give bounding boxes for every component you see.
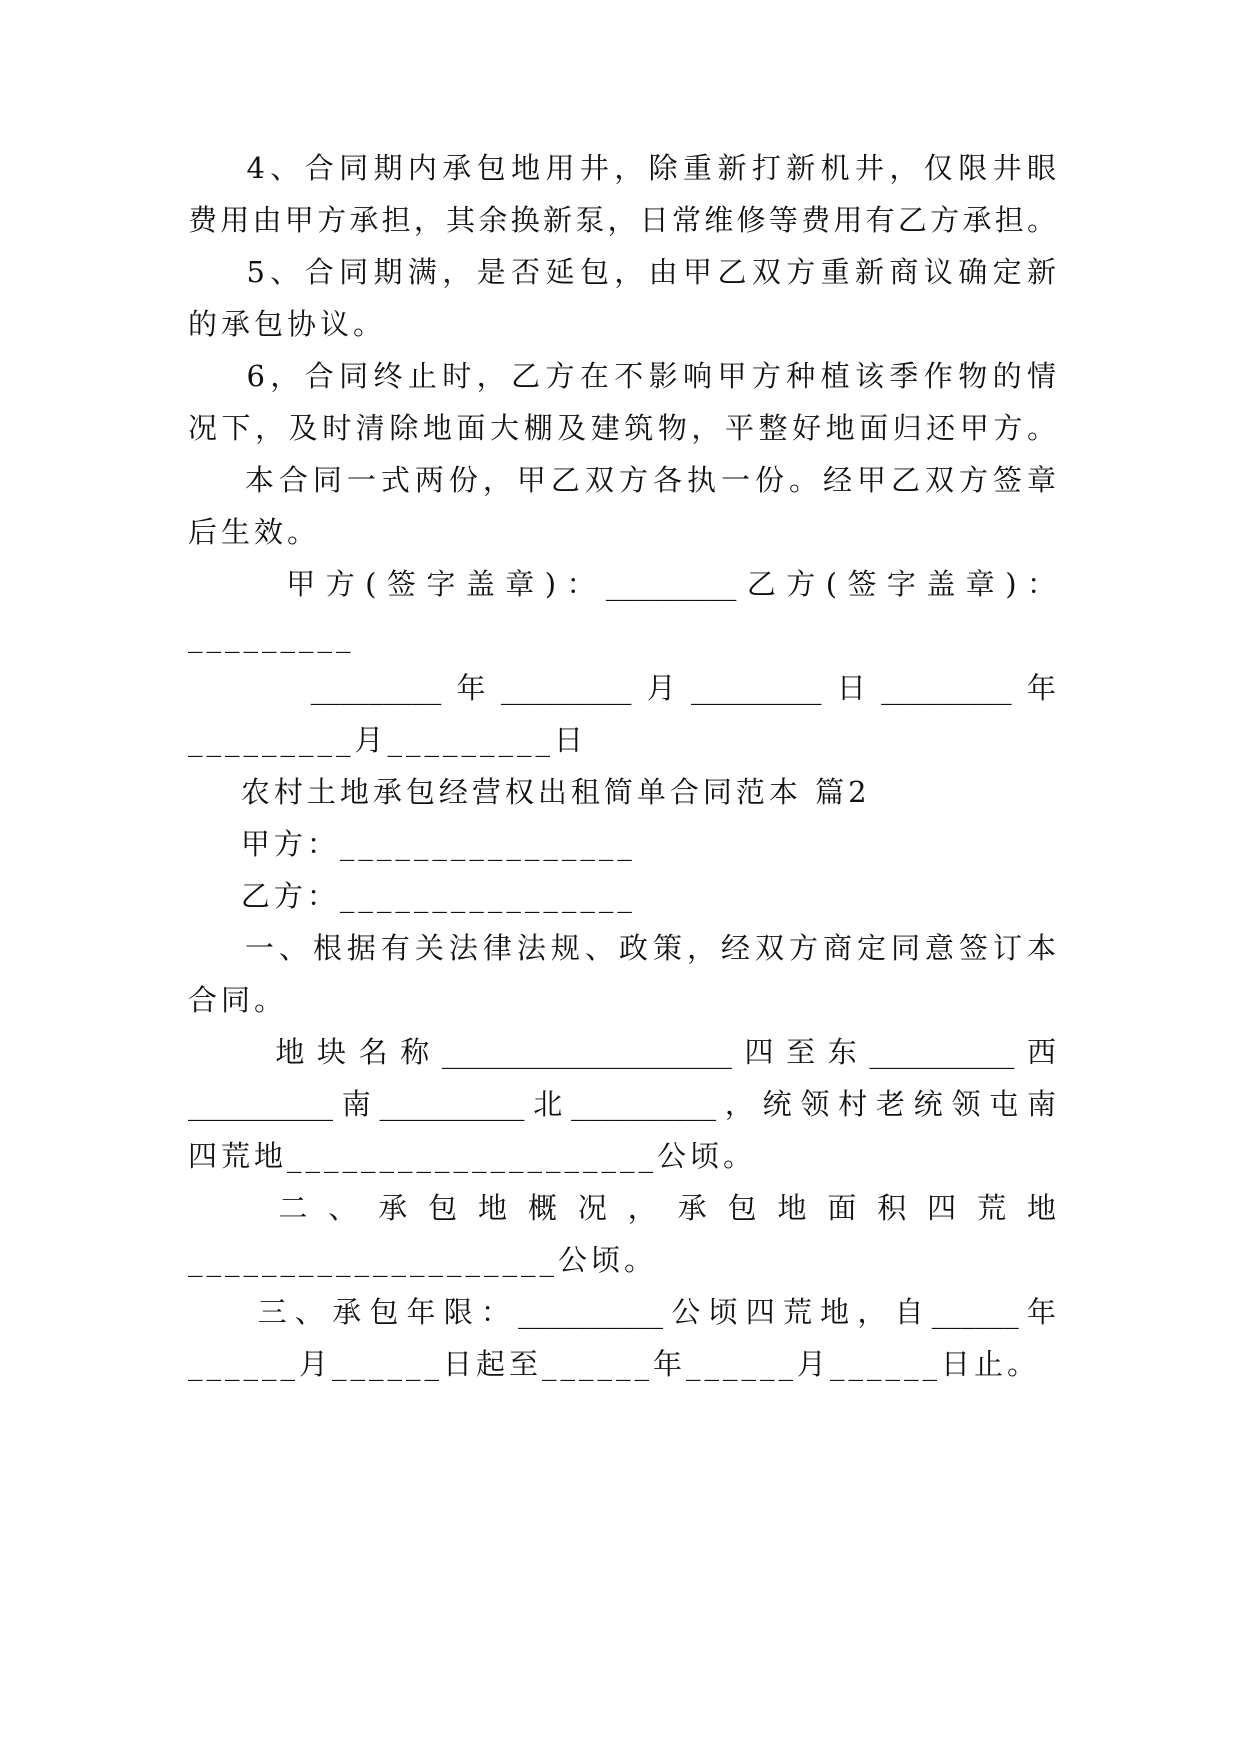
text-line: 四荒地____________________公顷。: [188, 1139, 757, 1173]
text-line: 4、合同期内承包地用井，除重新打新机井，仅限井眼: [188, 151, 1056, 185]
text-line: ______月______日起至______年______月______日止。: [188, 1347, 1041, 1381]
text-line: ____________________公顷。: [188, 1243, 658, 1277]
text-line: 一、根据有关法律法规、政策，经双方商定同意签订本: [188, 931, 1056, 965]
text-line: 5、合同期满，是否延包，由甲乙双方重新商议确定新: [188, 255, 1056, 289]
text-line: 况下，及时清除地面大棚及建筑物，平整好地面归还甲方。: [188, 411, 1056, 445]
date-line: _________月_________日: [188, 723, 588, 757]
text-line: 二 、 承 包 地 概 况 ， 承 包 地 面 积 四 荒 地: [188, 1191, 1056, 1225]
text-line: 的承包协议。: [188, 307, 387, 341]
section-heading: 农村土地承包经营权出租简单合同范本 篇2: [188, 775, 871, 809]
text-line: 费用由甲方承担，其余换新泵，日常维修等费用有乙方承担。: [188, 203, 1056, 237]
text-line: 合同。: [188, 983, 288, 1017]
signature-line: 甲方(签字盖章)：_________乙方(签字盖章)：: [188, 567, 1056, 601]
text-line: 三、承包年限：__________公顷四荒地，自______年: [188, 1295, 1056, 1329]
text-line: 本合同一式两份，甲乙双方各执一份。经甲乙双方签章: [188, 463, 1056, 497]
party-b-field: 乙方：________________: [188, 879, 636, 913]
text-line: 6，合同终止时，乙方在不影响甲方种植该季作物的情: [188, 359, 1056, 393]
party-a-field: 甲方：________________: [188, 827, 636, 861]
text-line: __________南__________北__________，统领村老统领屯南: [188, 1087, 1056, 1121]
text-line: 后生效。: [188, 515, 321, 549]
date-line: _________年_________月_________日_________年: [188, 671, 1056, 705]
signature-blank: _________: [188, 619, 355, 653]
text-line: 地块名称____________________四至东__________西: [188, 1035, 1056, 1069]
